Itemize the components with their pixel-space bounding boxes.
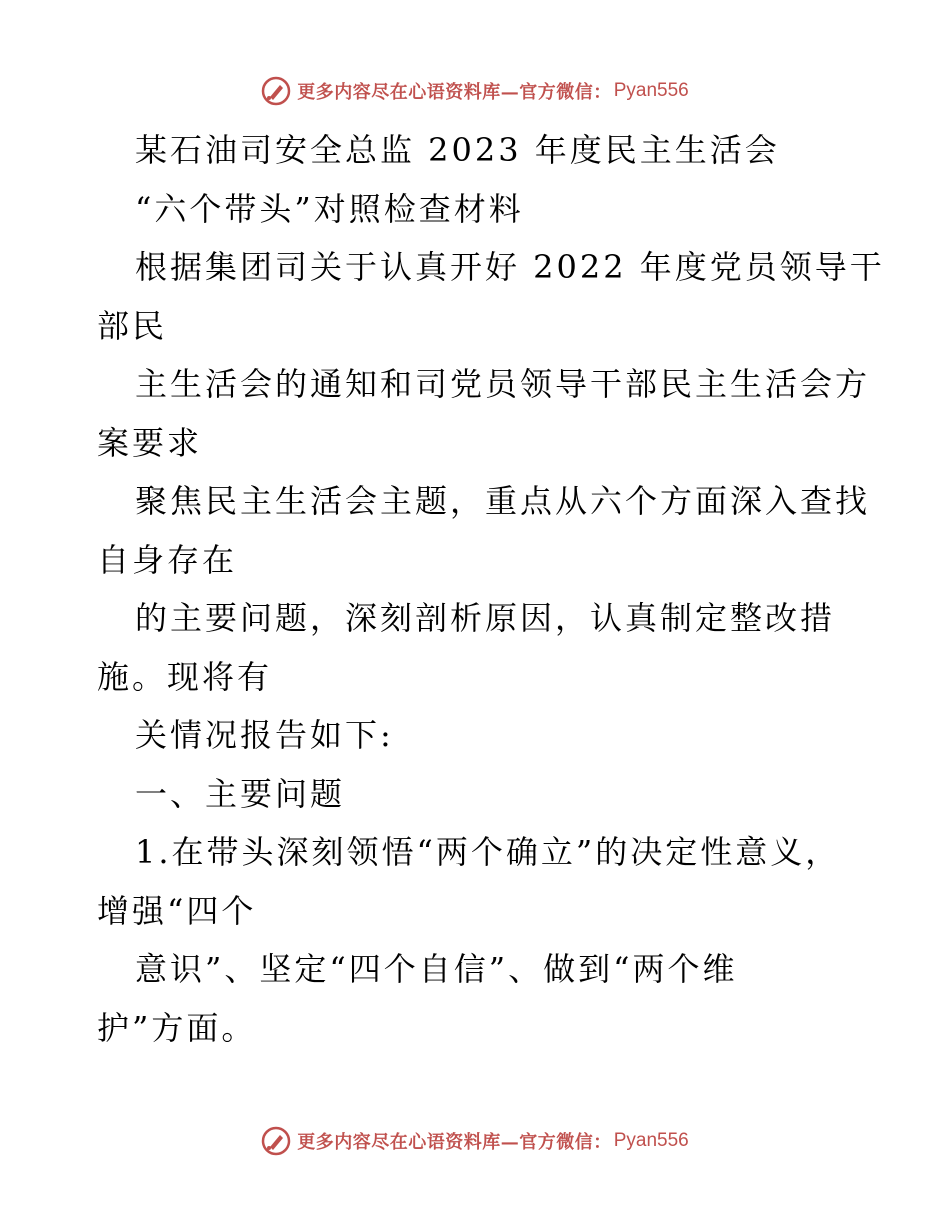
paragraph-line: 根据集团司关于认真开好 2022 年度党员领导干 xyxy=(135,248,885,286)
document-body xyxy=(97,121,885,1057)
paragraph-line: 自身存在 xyxy=(97,540,238,579)
paragraph-line: 关情况报告如下: xyxy=(135,716,394,754)
paragraph-line: 施。现将有 xyxy=(97,657,273,696)
watermark-wechat-id: Pyan556 xyxy=(613,80,689,101)
watermark-footer xyxy=(0,1121,950,1161)
paragraph-line: 聚焦民主生活会主题，重点从六个方面深入查找 xyxy=(135,482,871,520)
paragraph-line: 案要求 xyxy=(97,423,203,462)
list-item-line: 1.在带头深刻领悟“两个确立”的决定性意义， xyxy=(135,833,841,871)
watermark-text: 更多内容尽在心语资料库—官方微信： xyxy=(297,82,612,103)
pen-nib-logo-icon xyxy=(261,1126,291,1156)
title-line-2: “六个带头”对照检查材料 xyxy=(135,189,524,228)
list-item-line: 护”方面。 xyxy=(97,1008,257,1047)
list-item-line: 意识”、坚定“四个自信”、做到“两个维 xyxy=(135,950,738,988)
title-line-1: 某石油司安全总监 2023 年度民主生活会 xyxy=(135,131,780,169)
paragraph-line: 的主要问题，深刻剖析原因，认真制定整改措 xyxy=(135,599,836,637)
watermark-header xyxy=(0,71,950,111)
watermark-wechat-id: Pyan556 xyxy=(613,1130,689,1151)
pen-nib-logo-icon xyxy=(261,76,291,106)
watermark-text: 更多内容尽在心语资料库—官方微信： xyxy=(297,1132,612,1153)
paragraph-line: 主生活会的通知和司党员领导干部民主生活会方 xyxy=(135,365,871,403)
list-item-line: 增强“四个 xyxy=(97,891,257,930)
section-heading: 一、主要问题 xyxy=(135,774,346,813)
paragraph-line: 部民 xyxy=(97,306,168,345)
